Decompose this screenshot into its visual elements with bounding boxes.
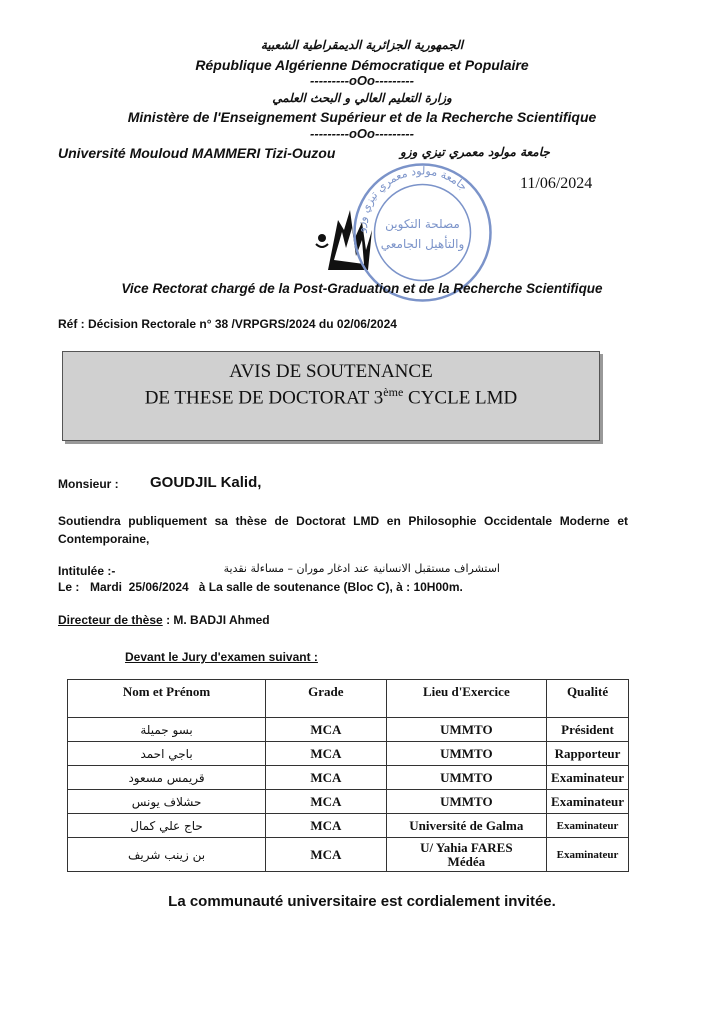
banner-line-2-prefix: DE THESE DE DOCTORAT 3 (144, 387, 384, 409)
candidate-name: GOUDJIL Kalid, (150, 474, 262, 491)
title-label: Intitulée :- (58, 564, 116, 578)
defense-details: Mardi 25/06/2024 à La salle de soutenance (Bloc C), à : 10H00m. (90, 580, 463, 594)
jury-grade: MCA (266, 766, 387, 790)
republic-french: République Algérienne Démocratique et Populaire (195, 57, 529, 73)
jury-grade: MCA (266, 742, 387, 766)
table-row (68, 790, 629, 814)
jury-title: Devant le Jury d'examen suivant : (125, 650, 318, 664)
banner-line-2 (63, 385, 599, 409)
thesis-description: Soutiendra publiquement sa thèse de Doctorat LMD en Philosophie Occidentale Moderne et Contemporaine, (58, 514, 628, 546)
republic-arabic: الجمهورية الجزائرية الديمقراطية الشعبية (260, 38, 464, 52)
university-arabic: جامعة مولود معمري تيزي وزو (400, 145, 550, 159)
ministry-arabic: وزارة التعليم العالي و البحث العلمي (272, 91, 452, 105)
candidate-label: Monsieur : (58, 477, 119, 491)
jury-qualite: Examinateur (547, 838, 629, 872)
jury-qualite: Rapporteur (547, 742, 629, 766)
director-label: Directeur de thèse (58, 613, 163, 627)
jury-grade: MCA (266, 718, 387, 742)
jury-lieu-line-1: U/ Yahia FARES (420, 839, 513, 855)
jury-lieu: UMMTO (386, 790, 546, 814)
banner-line-1: AVIS DE SOUTENANCE (229, 361, 433, 382)
banner-line-2-suffix: CYCLE LMD (403, 387, 518, 409)
jury-qualite: Président (547, 718, 629, 742)
banner-line-2-sup: ème (383, 385, 404, 399)
table-row (68, 838, 629, 872)
table-row (68, 742, 629, 766)
header-lieu: Lieu d'Exercice (386, 680, 546, 718)
stamp-line-1: مصلحة التكوين (385, 217, 460, 231)
jury-name: بسو جميلة (68, 718, 266, 742)
announcement-banner (62, 351, 600, 441)
jury-lieu: UMMTO (386, 742, 546, 766)
jury-lieu: UMMTO (386, 766, 546, 790)
closing-invitation: La communauté universitaire est cordialement invitée. (168, 893, 556, 910)
director-name: : M. BADJI Ahmed (166, 613, 270, 627)
jury-grade: MCA (266, 790, 387, 814)
jury-qualite: Examinateur (547, 814, 629, 838)
jury-lieu-line-2: Médéa (447, 853, 486, 869)
jury-table (67, 679, 629, 872)
jury-qualite: Examinateur (547, 790, 629, 814)
jury-grade: MCA (266, 814, 387, 838)
stamp-ring-text: جامعة مولود معمري تيزي وزو (354, 164, 470, 233)
vice-rectorat-title: Vice Rectorat chargé de la Post-Graduation et de la Recherche Scientifique (121, 281, 603, 296)
jury-lieu (386, 838, 546, 872)
director-line (58, 613, 270, 627)
defense-label: Le : (58, 580, 80, 594)
jury-name: حشلاف يونس (68, 790, 266, 814)
document-date: 11/06/2024 (520, 175, 593, 192)
jury-name: حاج علي كمال (68, 814, 266, 838)
table-row (68, 814, 629, 838)
header-grade: Grade (266, 680, 387, 718)
jury-grade: MCA (266, 838, 387, 872)
jury-lieu: UMMTO (386, 718, 546, 742)
jury-table-header-row (68, 680, 629, 718)
stamp-line-2: والتأهيل الجامعي (380, 237, 465, 251)
thesis-title-arabic: استشراف مستقبل الانسانية عند ادغار موران – مساءلة نقدية (223, 562, 500, 575)
ministry-french: Ministère de l'Enseignement Supérieur et de la Recherche Scientifique (127, 109, 597, 125)
jury-name: بن زينب شريف (68, 838, 266, 872)
jury-name: قريمس مسعود (68, 766, 266, 790)
header-separator-1: ---------oOo--------- (310, 73, 414, 88)
decision-reference: Réf : Décision Rectorale n° 38 /VRPGRS/2024 du 02/06/2024 (58, 317, 397, 331)
jury-name: باجي احمد (68, 742, 266, 766)
university-french: Université Mouloud MAMMERI Tizi-Ouzou (58, 145, 336, 161)
table-row (68, 766, 629, 790)
table-row (68, 718, 629, 742)
header-qualite: Qualité (547, 680, 629, 718)
header-name: Nom et Prénom (68, 680, 266, 718)
header-separator-2: ---------oOo--------- (310, 126, 414, 141)
jury-qualite: Examinateur (547, 766, 629, 790)
jury-lieu: Université de Galma (386, 814, 546, 838)
